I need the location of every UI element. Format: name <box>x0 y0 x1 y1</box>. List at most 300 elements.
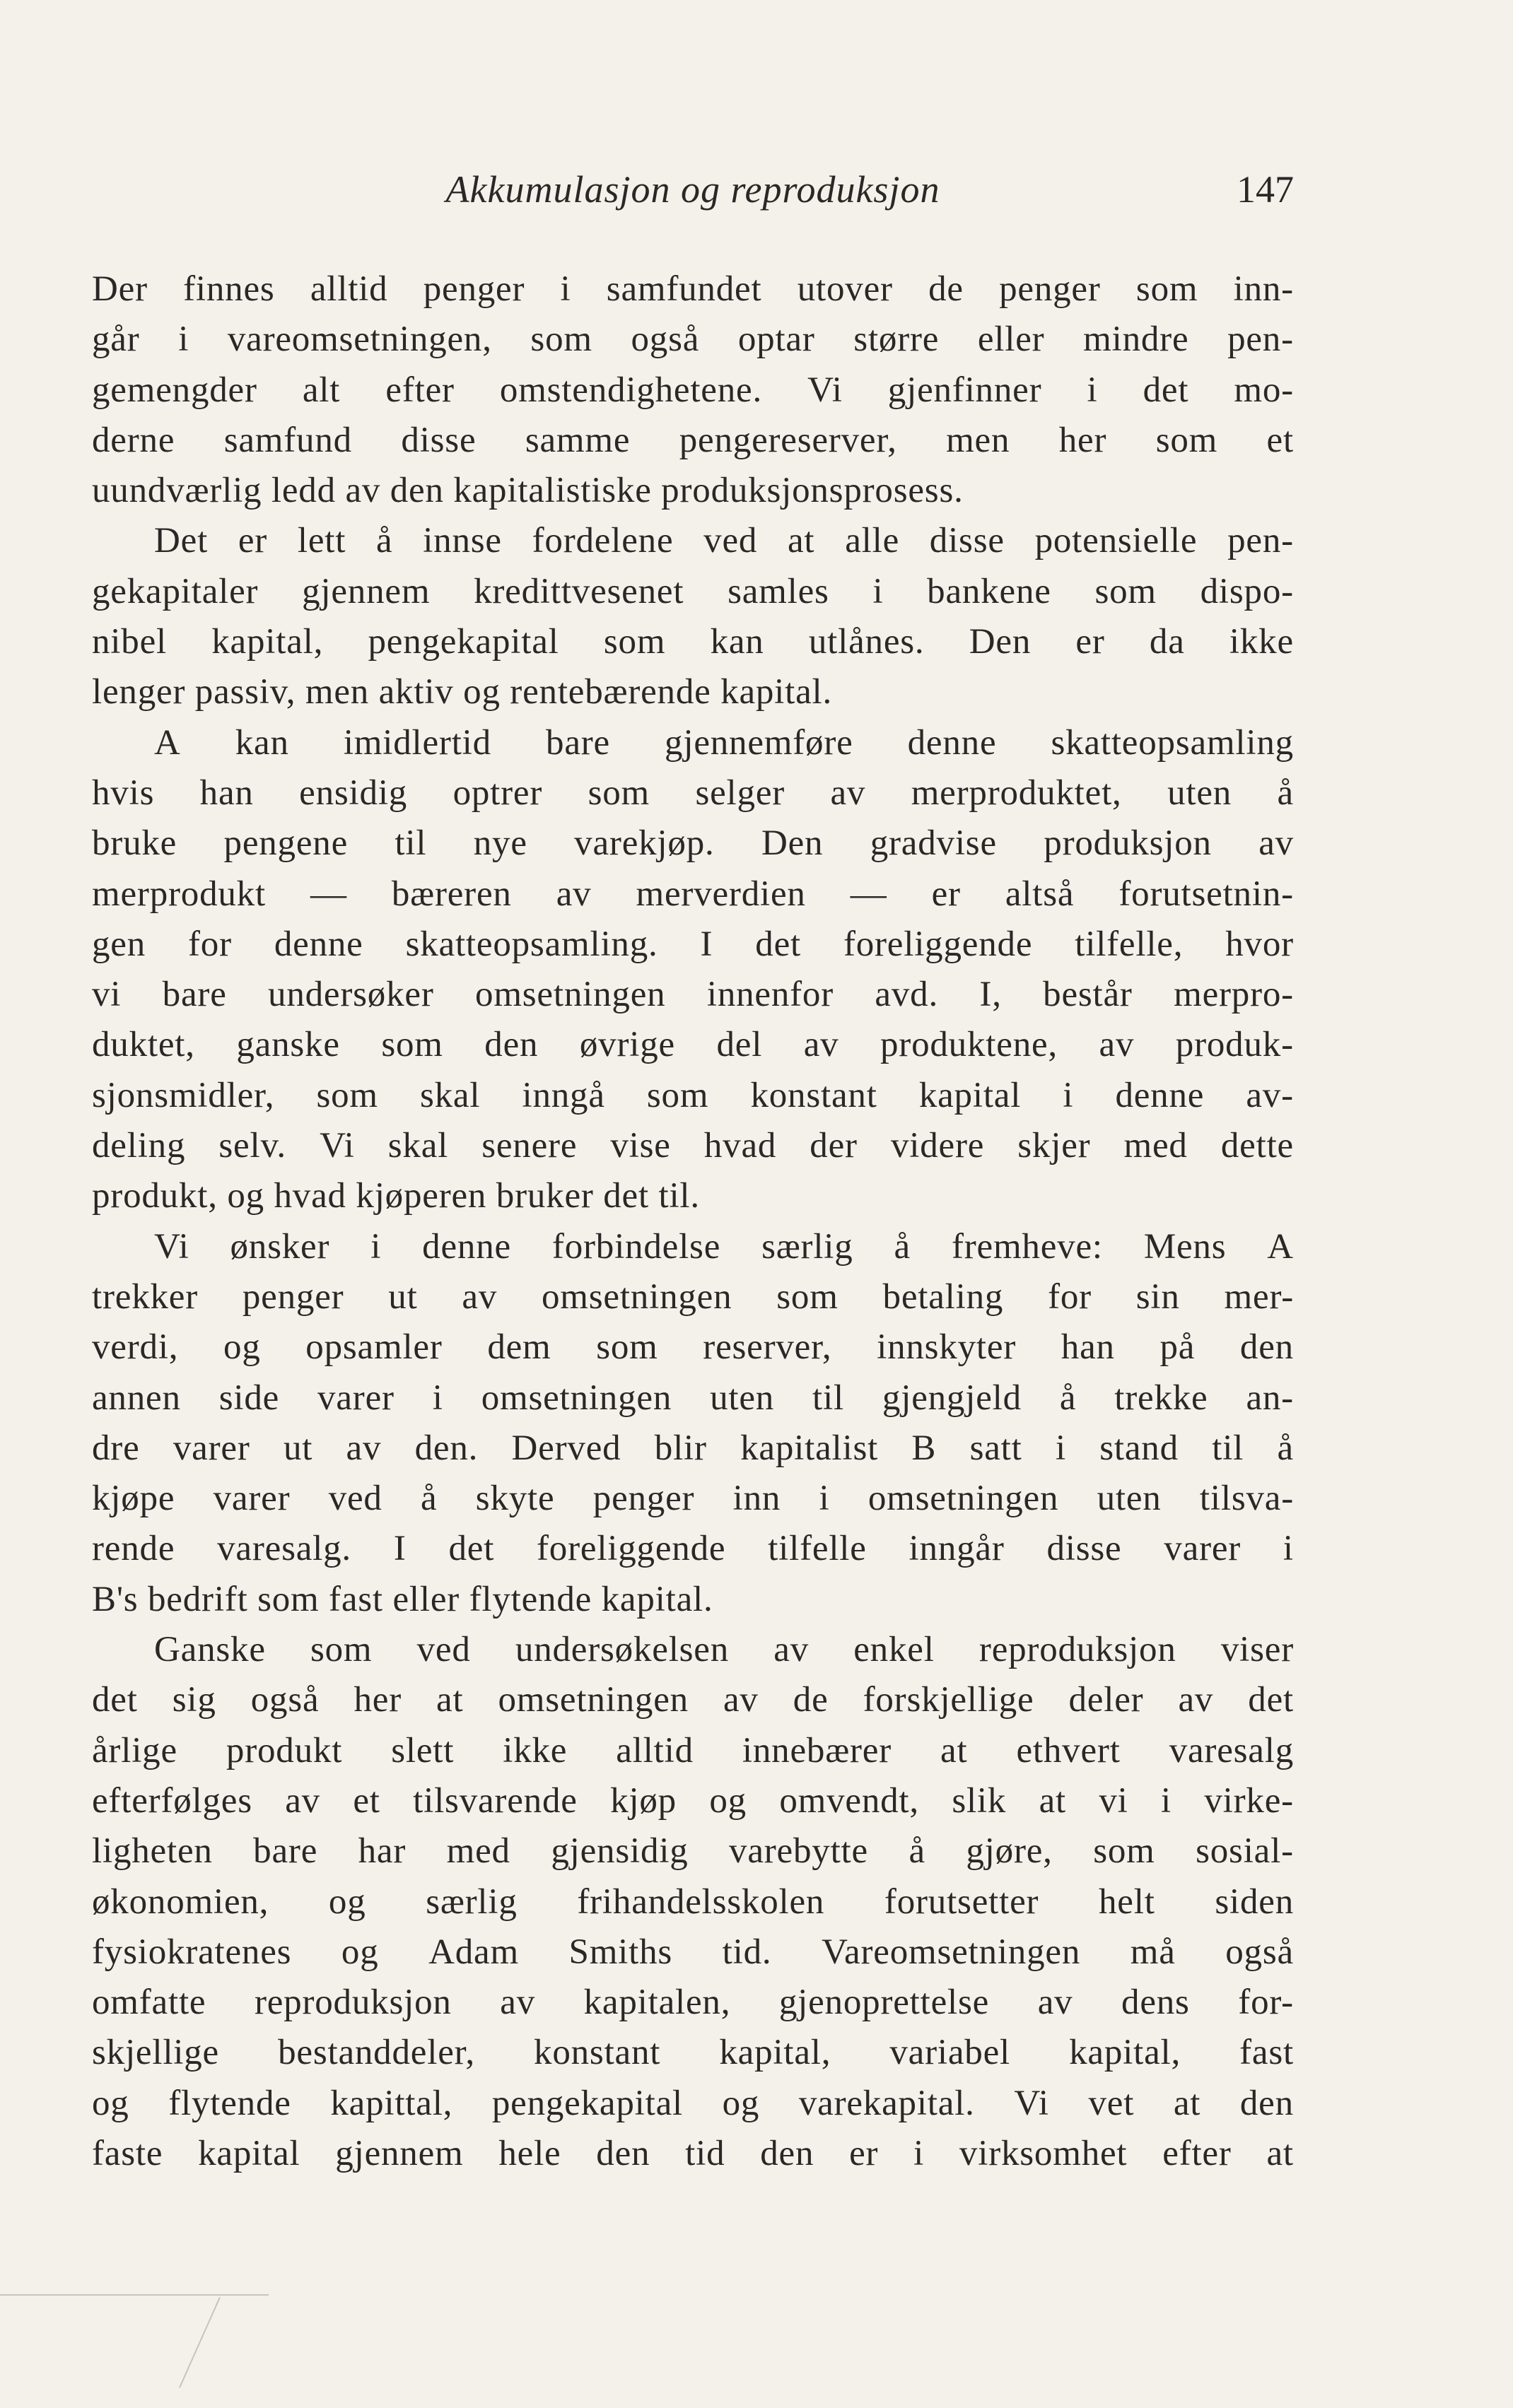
word: som <box>588 773 650 813</box>
word: det <box>448 1529 495 1569</box>
word: kapital, <box>1069 2033 1181 2073</box>
word: dem <box>487 1327 551 1368</box>
word: og <box>223 1327 261 1368</box>
word: til <box>812 1378 844 1418</box>
text-line <box>92 1877 1294 1927</box>
word: tilsvarende <box>413 1780 578 1821</box>
word: reserver, <box>703 1327 832 1368</box>
word: Vi <box>320 1126 355 1166</box>
word: efterfølges <box>92 1780 252 1821</box>
word: utover <box>797 269 893 309</box>
word: at <box>436 1680 464 1720</box>
word: ensidig <box>299 773 408 813</box>
text-line <box>92 516 1294 566</box>
word: kan <box>710 622 764 662</box>
word: tid <box>685 2133 725 2173</box>
word: forbindelse <box>551 1226 721 1267</box>
text-line <box>92 1726 1294 1776</box>
word: gjennem <box>335 2133 464 2173</box>
word: fysiokratenes <box>92 1932 292 1972</box>
word: potensielle <box>1034 521 1198 561</box>
word: et <box>1266 420 1294 460</box>
word: denne <box>907 722 997 763</box>
word: ethvert <box>1016 1730 1121 1770</box>
word: som <box>776 1276 839 1317</box>
word: mo- <box>1234 370 1294 410</box>
word: side <box>218 1378 280 1418</box>
word: særlig <box>426 1881 518 1922</box>
word: innskyter <box>877 1327 1017 1368</box>
word: deling <box>92 1126 186 1166</box>
word: hele <box>498 2133 561 2173</box>
text-line <box>92 416 1294 466</box>
word: av <box>285 1780 320 1821</box>
text-line <box>92 2079 1294 2129</box>
word: finnes <box>183 269 275 309</box>
word: varesalg. <box>217 1529 351 1569</box>
word: av <box>803 1025 839 1065</box>
text-line <box>92 818 1294 869</box>
word: produksjon <box>1044 823 1212 864</box>
word: vise <box>610 1126 671 1166</box>
word: av <box>1178 1680 1214 1720</box>
word: pengekapital <box>368 622 559 662</box>
text-line <box>92 1675 1294 1725</box>
margin-slash <box>179 2297 221 2388</box>
word: å <box>375 521 393 561</box>
word: av <box>1037 1983 1073 2023</box>
word: da <box>1149 622 1185 662</box>
word: nye <box>473 823 527 864</box>
word: sjonsmidler, <box>92 1075 275 1115</box>
word: samme <box>525 420 631 460</box>
word: kjøp <box>610 1780 677 1821</box>
word: betaling <box>882 1276 1004 1317</box>
text-line <box>92 768 1294 818</box>
word: vet <box>1088 2083 1135 2123</box>
word: fordelene <box>532 521 674 561</box>
word: mer- <box>1224 1276 1294 1317</box>
word: varesalg <box>1169 1730 1294 1770</box>
word: omfatte <box>92 1983 206 2023</box>
word: I, <box>979 975 1002 1015</box>
word: merproduktet, <box>911 773 1122 813</box>
word: ut <box>283 1428 313 1468</box>
text-line <box>92 1020 1294 1070</box>
word: bruke <box>92 823 177 864</box>
word: der <box>810 1126 858 1166</box>
body-text <box>92 264 1294 2179</box>
word: frihandelsskolen <box>577 1881 825 1922</box>
word: Adam <box>428 1932 519 1972</box>
word: penger <box>423 269 525 309</box>
word: det <box>755 924 801 964</box>
word: skatteopsamling <box>1051 722 1294 763</box>
word: faste <box>92 2133 163 2173</box>
word: hvis <box>92 773 155 813</box>
word: foreliggende <box>843 924 1033 964</box>
word: lett <box>297 521 346 561</box>
text-line <box>92 1071 1294 1121</box>
text-line <box>92 1524 1294 1574</box>
word: blir <box>654 1428 707 1468</box>
word: vi <box>1099 1780 1128 1821</box>
word: er <box>238 521 268 561</box>
word: gjenoprettelse <box>778 1983 990 2023</box>
word: hvor <box>1225 924 1294 964</box>
word: skjer <box>1017 1126 1091 1166</box>
word: reproduksjon <box>254 1983 452 2023</box>
word: utlånes. <box>808 622 925 662</box>
word: inngå <box>522 1075 605 1115</box>
word: varekapital. <box>798 2083 975 2123</box>
word: rende <box>92 1529 175 1569</box>
word: sin <box>1135 1276 1180 1317</box>
word: kapitalen, <box>583 1983 731 2023</box>
word: omsetningen <box>475 975 666 1015</box>
word: den <box>1239 2083 1294 2123</box>
word: kapittal, <box>330 2083 453 2123</box>
word: de <box>793 1680 829 1720</box>
word: imidlertid <box>343 722 491 763</box>
word: Vi <box>807 370 843 410</box>
word: Derved <box>511 1428 621 1468</box>
word: varer <box>173 1428 250 1468</box>
word: bare <box>546 722 610 763</box>
word: skatteopsamling. <box>405 924 658 964</box>
word: penger <box>242 1276 344 1317</box>
word: Vi <box>1014 2083 1049 2123</box>
word: og <box>722 2083 760 2123</box>
word: det <box>92 1680 138 1720</box>
word: i <box>872 571 884 611</box>
word: som <box>1094 571 1157 611</box>
word: som <box>1135 269 1198 309</box>
word: penger <box>592 1479 695 1519</box>
word: uten <box>710 1378 775 1418</box>
word: ganske <box>236 1025 340 1065</box>
word: virke- <box>1204 1780 1294 1821</box>
word: varer <box>317 1378 395 1418</box>
word: trekke <box>1114 1378 1208 1418</box>
word: også <box>631 319 700 360</box>
word: vi <box>92 975 122 1015</box>
word: øvrige <box>579 1025 675 1065</box>
word: som <box>1155 420 1218 460</box>
word: disse <box>401 420 477 460</box>
word: pen- <box>1227 521 1294 561</box>
word: gen <box>92 924 146 964</box>
word: innebærer <box>742 1730 892 1770</box>
word: slik <box>952 1780 1007 1821</box>
word: sosial- <box>1196 1831 1294 1872</box>
word: å <box>1277 773 1294 813</box>
word: slett <box>391 1730 455 1770</box>
word: variabel <box>889 2033 1011 2073</box>
word: forskjellige <box>863 1680 1034 1720</box>
word: Smiths <box>568 1932 673 1972</box>
word: dispo- <box>1200 571 1294 611</box>
text-line <box>92 567 1294 617</box>
text-line: B's bedrift som fast eller flytende kapital. <box>92 1579 713 1619</box>
word: å <box>894 1226 911 1267</box>
text-line <box>92 1978 1294 2028</box>
word: som <box>603 622 666 662</box>
word: viser <box>1220 1630 1294 1670</box>
word: innse <box>423 521 502 561</box>
word: innenfor <box>706 975 834 1015</box>
word: omstendighetene. <box>499 370 763 410</box>
word: til <box>395 823 427 864</box>
word: duktet, <box>92 1025 195 1065</box>
text-line <box>92 869 1294 920</box>
text-line <box>92 1826 1294 1877</box>
word: gradvise <box>870 823 997 864</box>
text-line <box>92 1625 1294 1675</box>
word: kan <box>235 722 289 763</box>
word: består <box>1043 975 1133 1015</box>
word: den <box>484 1025 539 1065</box>
word: pen- <box>1227 319 1294 360</box>
word: er <box>931 874 961 914</box>
word: Den <box>761 823 824 864</box>
word: det <box>1248 1680 1294 1720</box>
word: å <box>421 1479 438 1519</box>
word: større <box>853 319 940 360</box>
word: samfundet <box>606 269 762 309</box>
word: gjengjeld <box>882 1378 1022 1418</box>
word: ut <box>388 1276 418 1317</box>
word: i <box>913 2133 925 2173</box>
word: tilsva- <box>1199 1479 1294 1519</box>
word: i <box>178 319 189 360</box>
word: også <box>1225 1932 1294 1972</box>
word: den <box>1239 1327 1294 1368</box>
word: av <box>346 1428 382 1468</box>
word: i <box>819 1479 830 1519</box>
text-line <box>92 1373 1294 1423</box>
word: med <box>1123 1126 1188 1166</box>
text-line <box>92 2028 1294 2078</box>
word: det <box>1143 370 1189 410</box>
word: produkt <box>226 1730 343 1770</box>
word: av <box>1258 823 1294 864</box>
word: som <box>646 1075 709 1115</box>
word: den. <box>414 1428 479 1468</box>
word: undersøker <box>268 975 434 1015</box>
word: bare <box>253 1831 318 1872</box>
word: av <box>1099 1025 1135 1065</box>
word: og <box>92 2083 129 2123</box>
word: her <box>1058 420 1107 460</box>
word: men <box>946 420 1010 460</box>
text-line <box>92 920 1294 970</box>
word: årlige <box>92 1730 177 1770</box>
word: videre <box>890 1126 985 1166</box>
word: stand <box>1099 1428 1179 1468</box>
word: alle <box>845 521 899 561</box>
word: og <box>709 1780 747 1821</box>
word: forutsetter <box>884 1881 1039 1922</box>
word: deler <box>1068 1680 1144 1720</box>
word: selger <box>695 773 785 813</box>
word: fast <box>1239 2033 1294 2073</box>
word: disse <box>929 521 1005 561</box>
word: skal <box>419 1075 481 1115</box>
word: konstant <box>750 1075 877 1115</box>
word: del <box>716 1025 763 1065</box>
word: omsetningen <box>868 1479 1059 1519</box>
word: går <box>92 319 140 360</box>
word: her <box>354 1680 402 1720</box>
word: kredittvesenet <box>474 571 684 611</box>
word: på <box>1159 1327 1196 1368</box>
word: i <box>370 1226 382 1267</box>
word: er <box>849 2133 879 2173</box>
word: virksomhet <box>959 2133 1128 2173</box>
text-line <box>92 1927 1294 1978</box>
word: ved <box>416 1630 471 1670</box>
word: kjøpe <box>92 1479 175 1519</box>
word: ligheten <box>92 1831 213 1872</box>
word: inn- <box>1233 269 1294 309</box>
text-line <box>92 1272 1294 1322</box>
text-line <box>92 1222 1294 1272</box>
word: i <box>1161 1780 1172 1821</box>
word: omsetningen <box>481 1378 672 1418</box>
word: også <box>250 1680 320 1720</box>
word: til <box>1212 1428 1244 1468</box>
text-line <box>92 970 1294 1020</box>
word: varekjøp. <box>574 823 715 864</box>
word: den <box>760 2133 814 2173</box>
text-line <box>92 1776 1294 1826</box>
word: han <box>199 773 254 813</box>
word: Den <box>969 622 1032 662</box>
word: nibel <box>92 622 167 662</box>
word: mindre <box>1083 319 1189 360</box>
word: senere <box>481 1126 578 1166</box>
word: altså <box>1005 874 1075 914</box>
word: A <box>154 722 181 763</box>
word: som <box>381 1025 443 1065</box>
word: alltid <box>616 1730 694 1770</box>
word: gjenfinner <box>887 370 1042 410</box>
word: helt <box>1098 1881 1155 1922</box>
word: satt <box>969 1428 1022 1468</box>
word: at <box>1039 1780 1066 1821</box>
word: reproduksjon <box>979 1630 1176 1670</box>
word: tilfelle <box>768 1529 867 1569</box>
word: skjellige <box>92 2033 219 2073</box>
word: å <box>1059 1378 1077 1418</box>
word: Det <box>154 521 209 561</box>
word: alltid <box>310 269 388 309</box>
page-number: 147 <box>1237 168 1294 211</box>
word: inn <box>732 1479 781 1519</box>
word: at <box>788 521 815 561</box>
word: Vareomsetningen <box>822 1932 1081 1972</box>
word: — <box>310 874 347 914</box>
word: i <box>432 1378 443 1418</box>
word: denne <box>422 1226 511 1267</box>
text-line <box>92 1474 1294 1524</box>
word: pengene <box>223 823 349 864</box>
word: konstant <box>534 2033 661 2073</box>
word: varer <box>213 1479 291 1519</box>
word: som <box>596 1327 658 1368</box>
word: B <box>911 1428 937 1468</box>
word: produk- <box>1175 1025 1294 1065</box>
word: de <box>928 269 964 309</box>
word: at <box>940 1730 968 1770</box>
word: fremheve: <box>951 1226 1103 1267</box>
word: avd. <box>875 975 939 1015</box>
word: bare <box>162 975 227 1015</box>
word: dette <box>1220 1126 1294 1166</box>
word: flytende <box>168 2083 291 2123</box>
margin-rule <box>0 2294 269 2296</box>
word: ved <box>703 521 758 561</box>
word: samfund <box>223 420 352 460</box>
word: A <box>1267 1226 1294 1267</box>
word: et <box>353 1780 380 1821</box>
word: at <box>1173 2083 1201 2123</box>
word: at <box>1266 2133 1294 2173</box>
running-head <box>92 161 1294 218</box>
word: særlig <box>761 1226 853 1267</box>
word: i <box>560 269 571 309</box>
word: av <box>500 1983 536 2023</box>
word: penger <box>999 269 1101 309</box>
word: ved <box>328 1479 382 1519</box>
word: bæreren <box>391 874 512 914</box>
word: av <box>773 1630 810 1670</box>
word: optar <box>737 319 815 360</box>
text-line <box>92 1322 1294 1373</box>
word: å <box>909 1831 925 1872</box>
word: er <box>1075 622 1105 662</box>
word: merprodukt <box>92 874 266 914</box>
word: trekker <box>92 1276 199 1317</box>
word: I <box>393 1529 407 1569</box>
word: opsamler <box>305 1327 443 1368</box>
word: produktene, <box>880 1025 1058 1065</box>
text-line <box>92 2129 1294 2179</box>
word: som <box>1093 1831 1155 1872</box>
word: optrer <box>452 773 543 813</box>
word: kapital <box>918 1075 1022 1115</box>
word: må <box>1130 1932 1176 1972</box>
word: derne <box>92 420 175 460</box>
word: verdi, <box>92 1327 179 1368</box>
word: for <box>1048 1276 1092 1317</box>
word: kapital, <box>719 2033 831 2073</box>
word: ikke <box>503 1730 568 1770</box>
word: merpro- <box>1174 975 1294 1015</box>
word: av <box>830 773 866 813</box>
word: Vi <box>154 1226 189 1267</box>
text-line <box>92 315 1294 365</box>
word: uten <box>1167 773 1232 813</box>
word: siden <box>1215 1881 1294 1922</box>
word: dre <box>92 1428 140 1468</box>
word: som <box>310 1630 373 1670</box>
word: omsetningen <box>498 1680 689 1720</box>
word: vareomsetningen, <box>227 319 492 360</box>
word: dens <box>1121 1983 1190 2023</box>
word: av- <box>1246 1075 1294 1115</box>
